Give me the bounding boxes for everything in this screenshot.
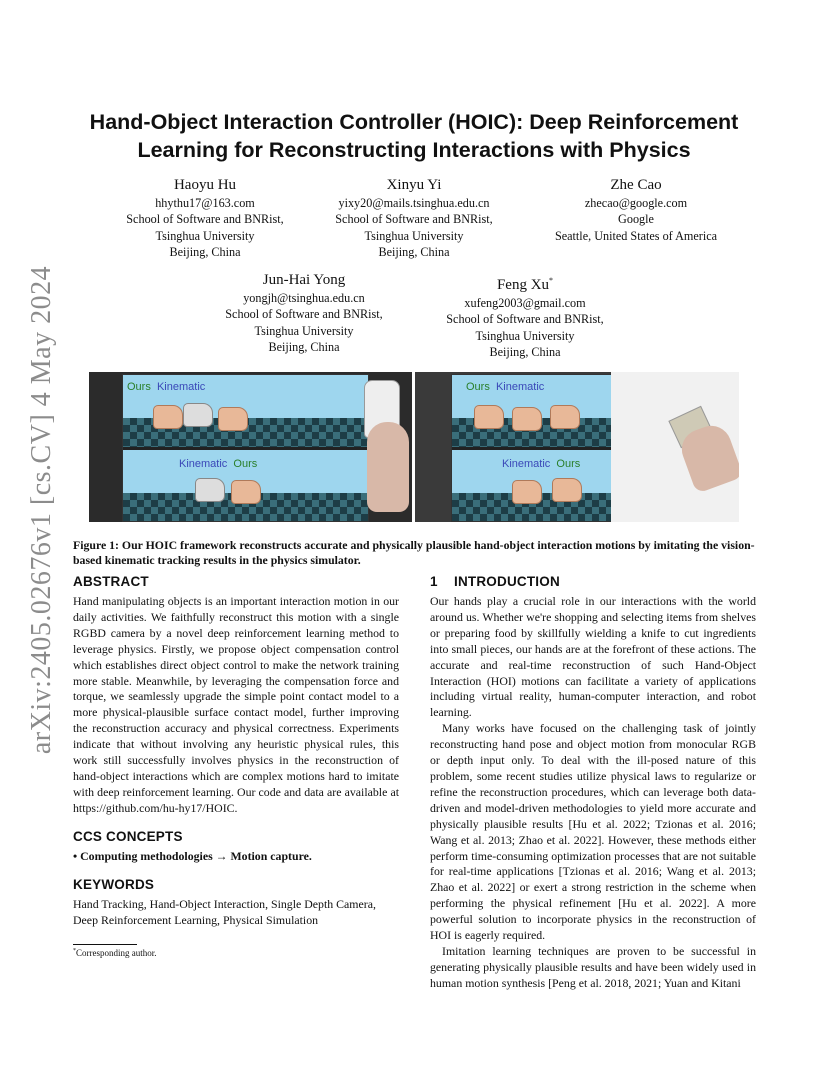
figure-panel-left: [89, 372, 412, 522]
author-affiliation: Tsinghua University: [254, 323, 354, 338]
author-affiliation: Tsinghua University: [475, 328, 575, 343]
author-email[interactable]: xufeng2003@gmail.com: [464, 296, 586, 310]
paper-title: [60, 108, 768, 164]
author-email[interactable]: yongjh@tsinghua.edu.cn: [243, 291, 365, 305]
author-affiliation: Beijing, China: [268, 339, 340, 354]
hand-model: [231, 480, 261, 504]
author-block-5: [412, 271, 638, 360]
author-affiliation: School of Software and BNRist,: [225, 307, 383, 322]
intro-paragraph: Many works have focused on the challenging task of jointly reconstructing hand pose and object motion from monocular RGB or depth input only. To deal with the ill-posed nature of this problem, some recent studies utilize physical laws to regularize or refine the reconstruction procedures, which can leverage both data-driven and model-driven methodologies to yield more accurate and physically plausible results [Hu et al. 2022; Tzionas et al. 2016; Wang et al. 2013; Zhao et al. 2022]. However, these methods either perform time-consuming optimization processes that are not suitable for real-time applications [Tzionas et al. 2016; Wang et al. 2013; Zhao et al. 2022] or exert a strong restriction in the scheme when performing the physical refinement [Hu et al. 2022]. A more powerful solution to incorporate physics in the reconstruction of HOI is eagerly required.: [430, 721, 756, 943]
monitor-screen: [451, 374, 613, 522]
author-name: Jun-Hai Yong: [262, 272, 346, 288]
hand-model: [183, 403, 213, 427]
hand-model: [153, 405, 183, 429]
left-column: [73, 574, 399, 940]
keywords-heading: KEYWORDS: [73, 876, 155, 892]
figure-caption: Figure 1: Our HOIC framework reconstructs accurate and physically plausible hand-object interaction motions by imitating the vision-based kinematic tracking results in the physics simulator.: [73, 538, 755, 567]
author-affiliation: Tsinghua University: [155, 228, 255, 243]
author-name: Haoyu Hu: [173, 177, 237, 193]
footnote: *Corresponding author.: [73, 948, 157, 958]
author-name: Feng Xu*: [496, 276, 554, 293]
intro-paragraph: Imitation learning techniques are proven to be successful in generating physically plausible results and have been widely used in human motion synthesis [Peng et al. 2018, 2021; Yuan and Kitani: [430, 943, 756, 990]
author-affiliation: Google: [618, 212, 654, 227]
author-name: Zhe Cao: [610, 177, 662, 193]
figure-label-row: Kinematic Ours: [179, 458, 258, 470]
title-line-1: Hand-Object Interaction Controller (HOIC): Deep Reinforcement: [89, 110, 739, 134]
arxiv-stamp: arXiv:2405.02676v1 [cs.CV] 4 May 2024: [26, 265, 58, 755]
right-column: [430, 574, 756, 992]
ccs-heading: CCS CONCEPTS: [73, 828, 183, 844]
author-affiliation: School of Software and BNRist,: [446, 312, 604, 327]
abstract-section: [73, 574, 399, 817]
hand-model: [550, 405, 580, 429]
figure-panel-right: [415, 372, 739, 522]
screen-top-view: [452, 375, 612, 447]
author-affiliation: Beijing, China: [169, 244, 241, 259]
hand-model: [512, 480, 542, 504]
keywords-section: [73, 877, 399, 929]
figure-1: [89, 372, 739, 522]
author-block-1: [92, 176, 318, 260]
figure-label-row: Ours Kinematic: [127, 381, 206, 393]
figure-label-row: Kinematic Ours: [502, 458, 581, 470]
title-line-2: Learning for Reconstructing Interactions with Physics: [137, 138, 691, 162]
intro-paragraph: Our hands play a crucial role in our interactions with the world around us. Whether we're shopping and selecting items from shelves or preparing food by skillfully wielding a knife to cut ingredients into small pieces, our hands are at the forefront of these actions. The accurate and real-time reconstruction of such Hand-Object Interaction (HOI) motions can facilitate a variety of applications including virtual reality, human-computer interaction, and robot learning.: [430, 594, 756, 720]
author-block-2: [301, 176, 527, 260]
hand-model: [195, 478, 225, 502]
author-affiliation: Beijing, China: [489, 344, 561, 359]
author-email[interactable]: zhecao@google.com: [584, 196, 688, 210]
real-hand: [367, 422, 409, 512]
figure-label-row: Ours Kinematic: [466, 381, 545, 393]
corresponding-mark: *: [549, 276, 554, 285]
author-affiliation: Beijing, China: [378, 244, 450, 259]
author-affiliation: School of Software and BNRist,: [126, 212, 284, 227]
hand-model: [474, 405, 504, 429]
author-affiliation: School of Software and BNRist,: [335, 212, 493, 227]
abstract-text: Hand manipulating objects is an important interaction motion in our daily activities. We faithfully reconstruct this motion with a single RGBD camera by a novel deep reinforcement learning method to leverage physics. Firstly, we propose object compensation control which establishes direct object control to make the network training more stable. Meanwhile, by leveraging the compensation force and torque, we seamlessly upgrade the simple point contact model to a more physical-plausible surface contact model, further improving the reconstruction accuracy and physical correctness. Experiments indicate that without involving any heuristic physical rules, this work still successfully involves physics in the reconstruction of hand-object interactions which are complex motions hard to imitate with deep reinforcement learning. Our code and data are available at https://github.com/hu-hy17/HOIC.: [73, 594, 399, 815]
intro-heading: 1 INTRODUCTION: [430, 574, 560, 589]
author-name: Xinyu Yi: [386, 177, 442, 193]
author-email[interactable]: hhythu17@163.com: [155, 196, 255, 210]
hand-model: [552, 478, 582, 502]
screen-bottom-view: [123, 450, 368, 521]
author-block-4: [191, 271, 417, 355]
abstract-heading: ABSTRACT: [73, 574, 149, 589]
screen-bottom-view: [452, 450, 612, 521]
ccs-section: [73, 829, 399, 865]
author-affiliation: Tsinghua University: [364, 228, 464, 243]
hand-model: [218, 407, 248, 431]
keywords-text: Hand Tracking, Hand-Object Interaction, Single Depth Camera, Deep Reinforcement Learning, Physical Simulation: [73, 896, 376, 927]
author-block-3: [523, 176, 749, 244]
author-affiliation: Seattle, United States of America: [554, 228, 718, 243]
monitor-screen: [122, 374, 369, 522]
footnote-rule: [73, 944, 137, 945]
hand-model: [512, 407, 542, 431]
author-email[interactable]: yixy20@mails.tsinghua.edu.cn: [338, 196, 490, 210]
screen-top-view: [123, 375, 368, 447]
ccs-text: • Computing methodologies → Motion capture.: [73, 848, 312, 863]
